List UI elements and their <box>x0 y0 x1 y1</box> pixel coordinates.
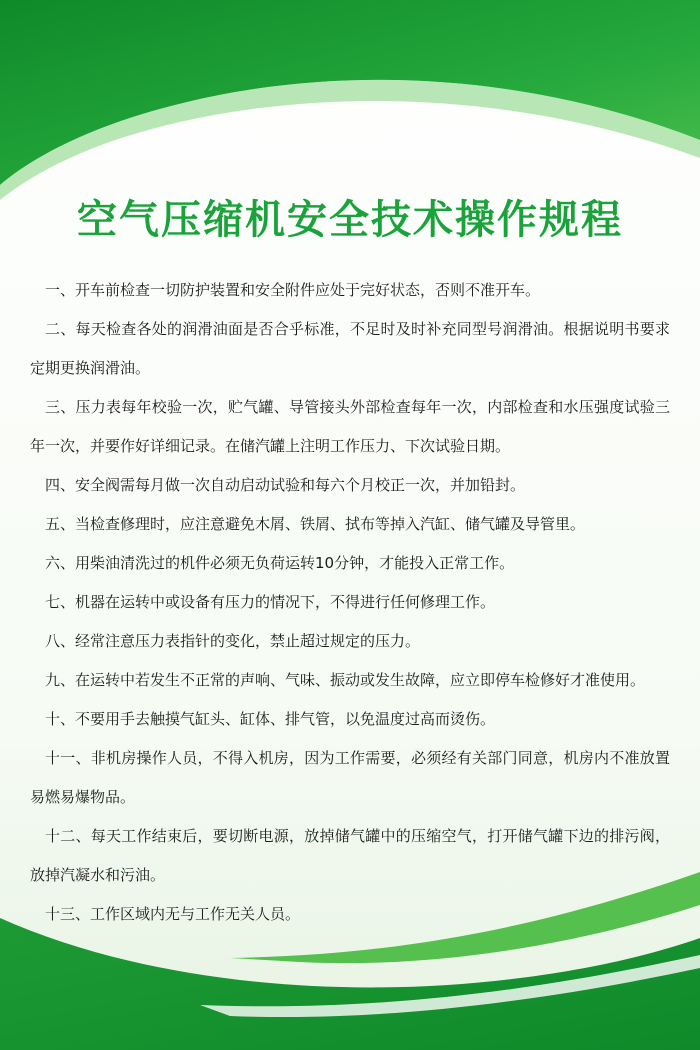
list-item: 八、经常注意压力表指针的变化，禁止超过规定的压力。 <box>45 632 421 650</box>
list-item: 十二、每天工作结束后，要切断电源，放掉储气罐中的压缩空气，打开储气罐下边的排污阀，放掉汽凝水和污油。 <box>30 827 670 884</box>
list-item: 三、压力表每年校验一次，贮气罐、导管接头外部检查每年一次，内部检查和水压强度试验三年一次，并要作好详细记录。在储汽罐上注明工作压力、下次试验日期。 <box>30 398 670 455</box>
list-item: 二、每天检查各处的润滑油面是否合乎标准，不足时及时补充同型号润滑油。根据说明书要求定期更换润滑油。 <box>30 320 670 377</box>
list-item: 五、当检查修理时，应注意避免木屑、铁屑、拭布等掉入汽缸、储气罐及导管里。 <box>45 515 586 533</box>
list-item: 一、开车前检查一切防护装置和安全附件应处于完好状态，否则不准开车。 <box>45 281 541 299</box>
list-item: 十、不要用手去触摸气缸头、缸体、排气管，以免温度过高而烫伤。 <box>45 710 496 728</box>
list-item: 十一、非机房操作人员，不得入机房，因为工作需要，必须经有关部门同意，机房内不准放置易燃易爆物品。 <box>30 749 670 806</box>
page-title: 空气压缩机安全技术操作规程 <box>77 197 623 243</box>
list-item: 十三、工作区域内无与工作无关人员。 <box>45 905 301 923</box>
rules-list <box>30 271 670 934</box>
list-item: 六、用柴油清洗过的机件必须无负荷运转10分钟，才能投入正常工作。 <box>45 554 515 572</box>
list-item: 四、安全阀需每月做一次自动启动试验和每六个月校正一次，并加铅封。 <box>45 476 526 494</box>
list-item: 七、机器在运转中或设备有压力的情况下，不得进行任何修理工作。 <box>45 593 496 611</box>
list-item: 九、在运转中若发生不正常的声响、气味、振动或发生故障，应立即停车检修好才准使用。 <box>45 671 646 689</box>
